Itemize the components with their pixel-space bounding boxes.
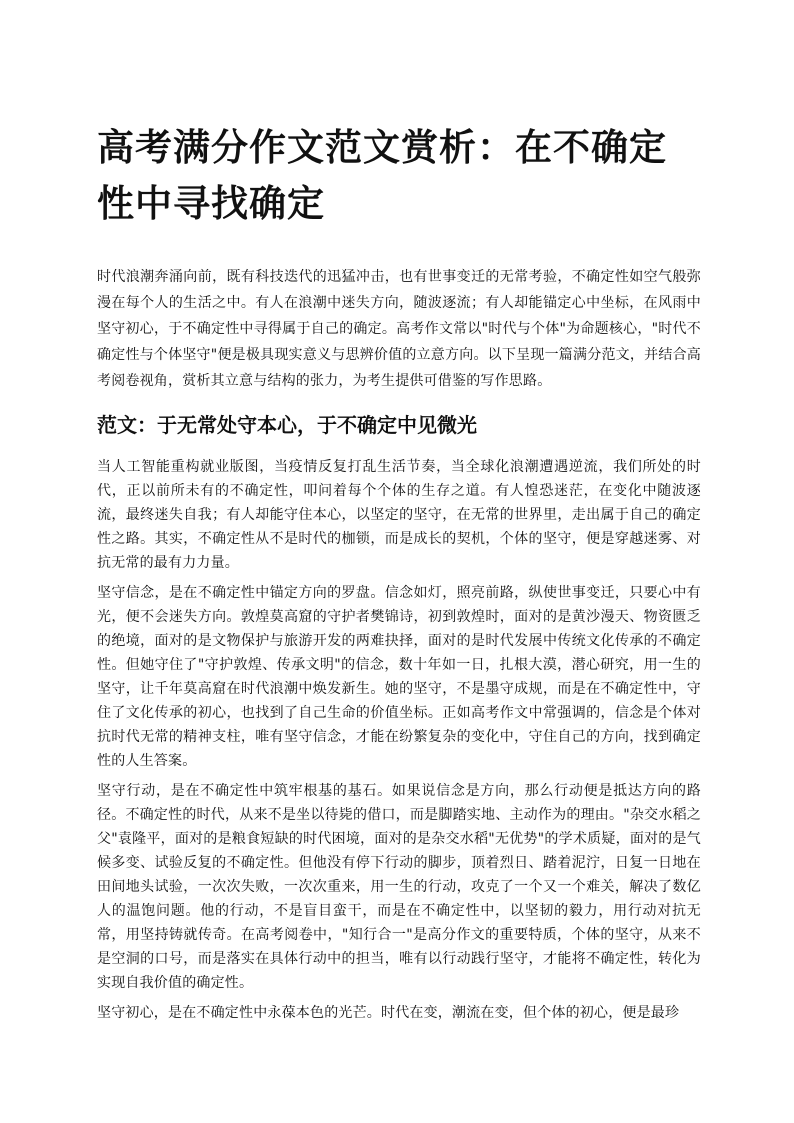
essay-body [97, 455, 701, 1031]
intro-paragraph: 时代浪潮奔涌向前，既有科技迭代的迅猛冲击，也有世事变迁的无常考验，不确定性如空气般弥漫在每个人的生活之中。有人在浪潮中迷失方向，随波逐流；有人却能锚定心中坐标，在风雨中坚守初心，于不确定性中寻得属于自己的确定。高考作文常以"时代与个体"为命题核心，"时代不确定性与个体坚守"便是极具现实意义与思辨价值的立意方向。以下呈现一篇满分范文，并结合高考阅卷视角，赏析其立意与结构的张力，为考生提供可借鉴的写作思路。 [97, 269, 701, 389]
section-heading: 范文：于无常处守本心，于不确定中见微光 [97, 413, 477, 437]
document-title: 高考满分作文范文赏析：在不确定性中寻找确定 [97, 126, 667, 225]
essay-paragraph-3: 坚守行动，是在不确定性中筑牢根基的基石。如果说信念是方向，那么行动便是抵达方向的路径。不确定性的时代，从来不是坐以待毙的借口，而是脚踏实地、主动作为的理由。"杂交水稻之父"袁隆平，面对的是粮食短缺的时代困境，面对的是杂交水稻"无优势"的学术质疑，面对的是气候多变、试验反复的不确定性。但他没有停下行动的脚步，顶着烈日、踏着泥泞，日复一日地在田间地头试验，一次次失败，一次次重来，用一生的行动，攻克了一个又一个难关，解决了数亿人的温饱问题。他的行动，不是盲目蛮干，而是在不确定性中，以坚韧的毅力，用行动对抗无常，用坚持铸就传奇。在高考阅卷中，"知行合一"是高分作文的重要特质，个体的坚守，从来不是空洞的口号，而是落实在具体行动中的担当，唯有以行动践行坚守，才能将不确定性，转化为实现自我价值的确定性。 [97, 783, 701, 991]
essay-paragraph-1: 当人工智能重构就业版图，当疫情反复打乱生活节奏，当全球化浪潮遭遇逆流，我们所处的时代，正以前所未有的不确定性，叩问着每个个体的生存之道。有人惶恐迷茫，在变化中随波逐流，最终迷失自我；有人却能守住本心，以坚定的坚守，在无常的世界里，走出属于自己的确定性之路。其实，不确定性从不是时代的枷锁，而是成长的契机，个体的坚守，便是穿越迷雾、对抗无常的最有力力量。 [97, 459, 701, 571]
essay-paragraph-4: 坚守初心，是在不确定性中永葆本色的光芒。时代在变，潮流在变，但个体的初心，便是最珍 [97, 1005, 680, 1021]
essay-paragraph-2: 坚守信念，是在不确定性中锚定方向的罗盘。信念如灯，照亮前路，纵使世事变迁，只要心中有光，便不会迷失方向。敦煌莫高窟的守护者樊锦诗，初到敦煌时，面对的是黄沙漫天、物资匮乏的绝境，面对的是文物保护与旅游开发的两难抉择，面对的是时代发展中传统文化传承的不确定性。但她守住了"守护敦煌、传承文明"的信念，数十年如一日，扎根大漠，潜心研究，用一生的坚守，让千年莫高窟在时代浪潮中焕发新生。她的坚守，不是墨守成规，而是在不确定性中，守住了文化传承的初心，也找到了自己生命的价值坐标。正如高考作文中常强调的，信念是个体对抗时代无常的精神支柱，唯有坚守信念，才能在纷繁复杂的变化中，守住自己的方向，找到确定性的人生答案。 [97, 585, 701, 769]
